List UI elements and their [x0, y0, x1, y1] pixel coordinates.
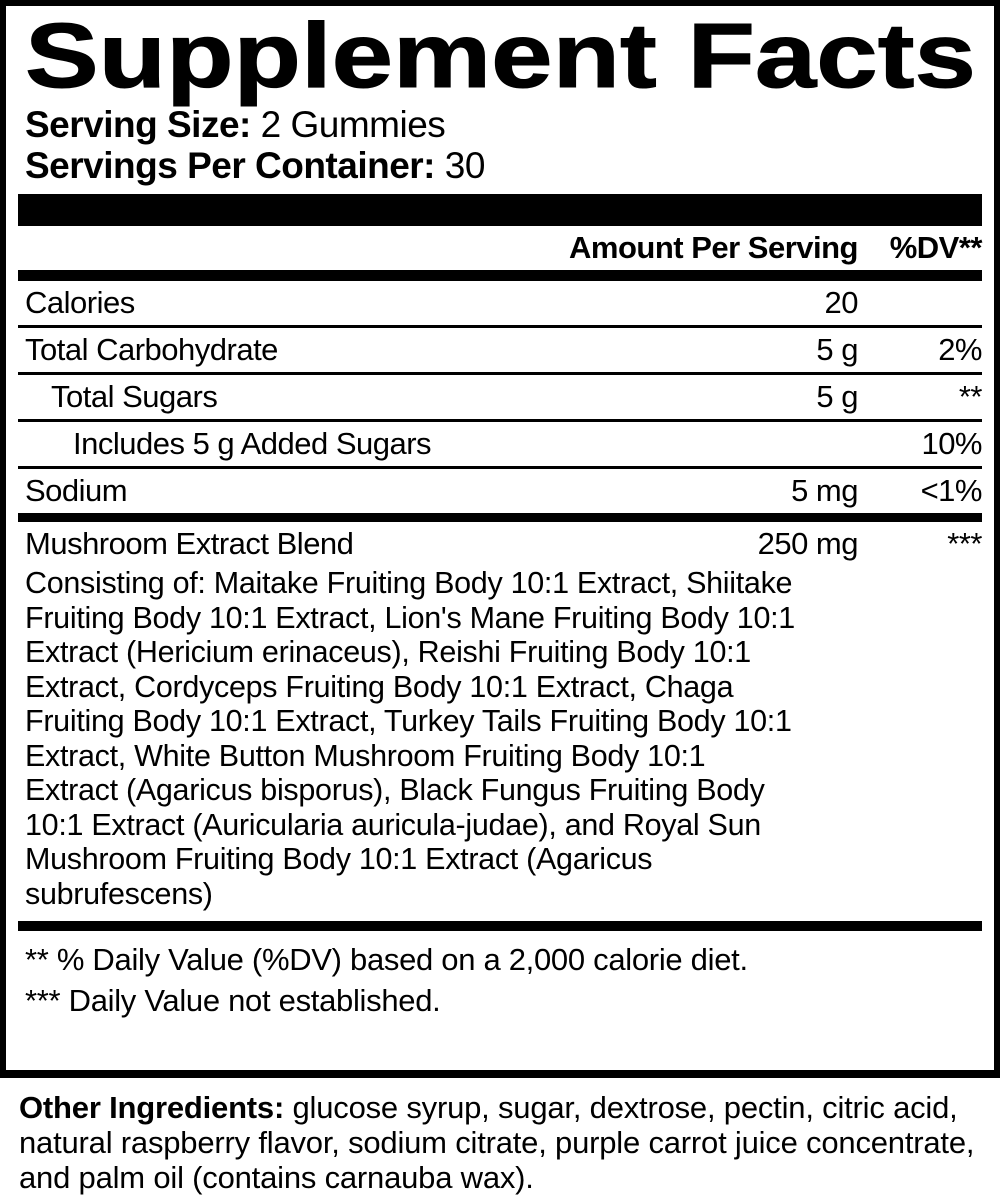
table-row	[18, 328, 982, 372]
nutrient-amount: 20	[824, 285, 858, 320]
footnote-not-established: *** Daily Value not established.	[25, 983, 441, 1018]
other-ingredients-text: glucose syrup, sugar, dextrose, pectin, citric acid, natural raspberry flavor, sodium citrate, purple carrot juice concentrate, and palm oil (contains carnauba wax).	[19, 1090, 975, 1195]
footnote-daily-value: ** % Daily Value (%DV) based on a 2,000 calorie diet.	[25, 942, 748, 977]
nutrient-name: Includes 5 g Added Sugars	[73, 426, 432, 461]
nutrient-name: Sodium	[25, 473, 128, 508]
footnotes	[18, 931, 982, 1021]
serving-size-line	[25, 104, 982, 145]
servings-per-container-value: 30	[444, 145, 485, 186]
nutrient-amount: 5 mg	[791, 473, 858, 508]
blend-name: Mushroom Extract Blend	[25, 526, 354, 561]
table-row	[18, 281, 982, 325]
other-ingredients	[19, 1090, 988, 1195]
amount-per-serving-header: Amount Per Serving	[569, 230, 858, 265]
nutrient-dv: <1%	[920, 473, 982, 508]
nutrient-amount: 5 g	[816, 379, 858, 414]
table-row	[18, 422, 982, 466]
table-row	[18, 469, 982, 513]
nutrient-amount: 5 g	[816, 332, 858, 367]
separator-bar-thick	[18, 513, 982, 522]
blend-row	[18, 522, 982, 566]
blend-amount: 250 mg	[757, 526, 858, 561]
serving-size-label: Serving Size:	[25, 104, 251, 145]
servings-per-container-line	[25, 145, 982, 186]
separator-bar-footnotes	[18, 921, 982, 931]
separator-bar-medium	[18, 270, 982, 281]
nutrient-name: Calories	[25, 285, 135, 320]
nutrient-dv: **	[958, 379, 982, 414]
nutrient-dv: 2%	[938, 332, 982, 367]
nutrient-dv: 10%	[921, 426, 982, 461]
serving-size-value: 2 Gummies	[260, 104, 446, 145]
panel-title: Supplement Facts	[25, 5, 976, 107]
blend-dv: ***	[947, 526, 982, 561]
blend-description: Consisting of: Maitake Fruiting Body 10:1 Extract, Shiitake Fruiting Body 10:1 Extract, Lion's Mane Fruiting Body 10:1 Extract (Hericium erinaceus), Reishi Fruiting Body 10:1 Extract, Cordyceps Fruiting Body 10:1 Extract, Chaga Fruiting Body 10:1 Extract, Turkey Tails Fruiting Body 10:1 Extract, White Button Mushroom Fruiting Body 10:1 Extract (Agaricus bisporus), Black Fungus Fruiting Body 10:1 Extract (Auricularia auricula-judae), and Royal Sun Mushroom Fruiting Body 10:1 Extract (Agaricus subrufescens)	[25, 566, 795, 911]
separator-bar-extra-thick	[18, 194, 982, 226]
servings-per-container-label: Servings Per Container:	[25, 145, 436, 186]
other-ingredients-label: Other Ingredients:	[19, 1090, 285, 1125]
table-row	[18, 375, 982, 419]
nutrient-name: Total Carbohydrate	[25, 332, 278, 367]
nutrient-name: Total Sugars	[51, 379, 218, 414]
daily-value-header: %DV**	[889, 230, 982, 265]
column-header-row	[18, 226, 982, 270]
